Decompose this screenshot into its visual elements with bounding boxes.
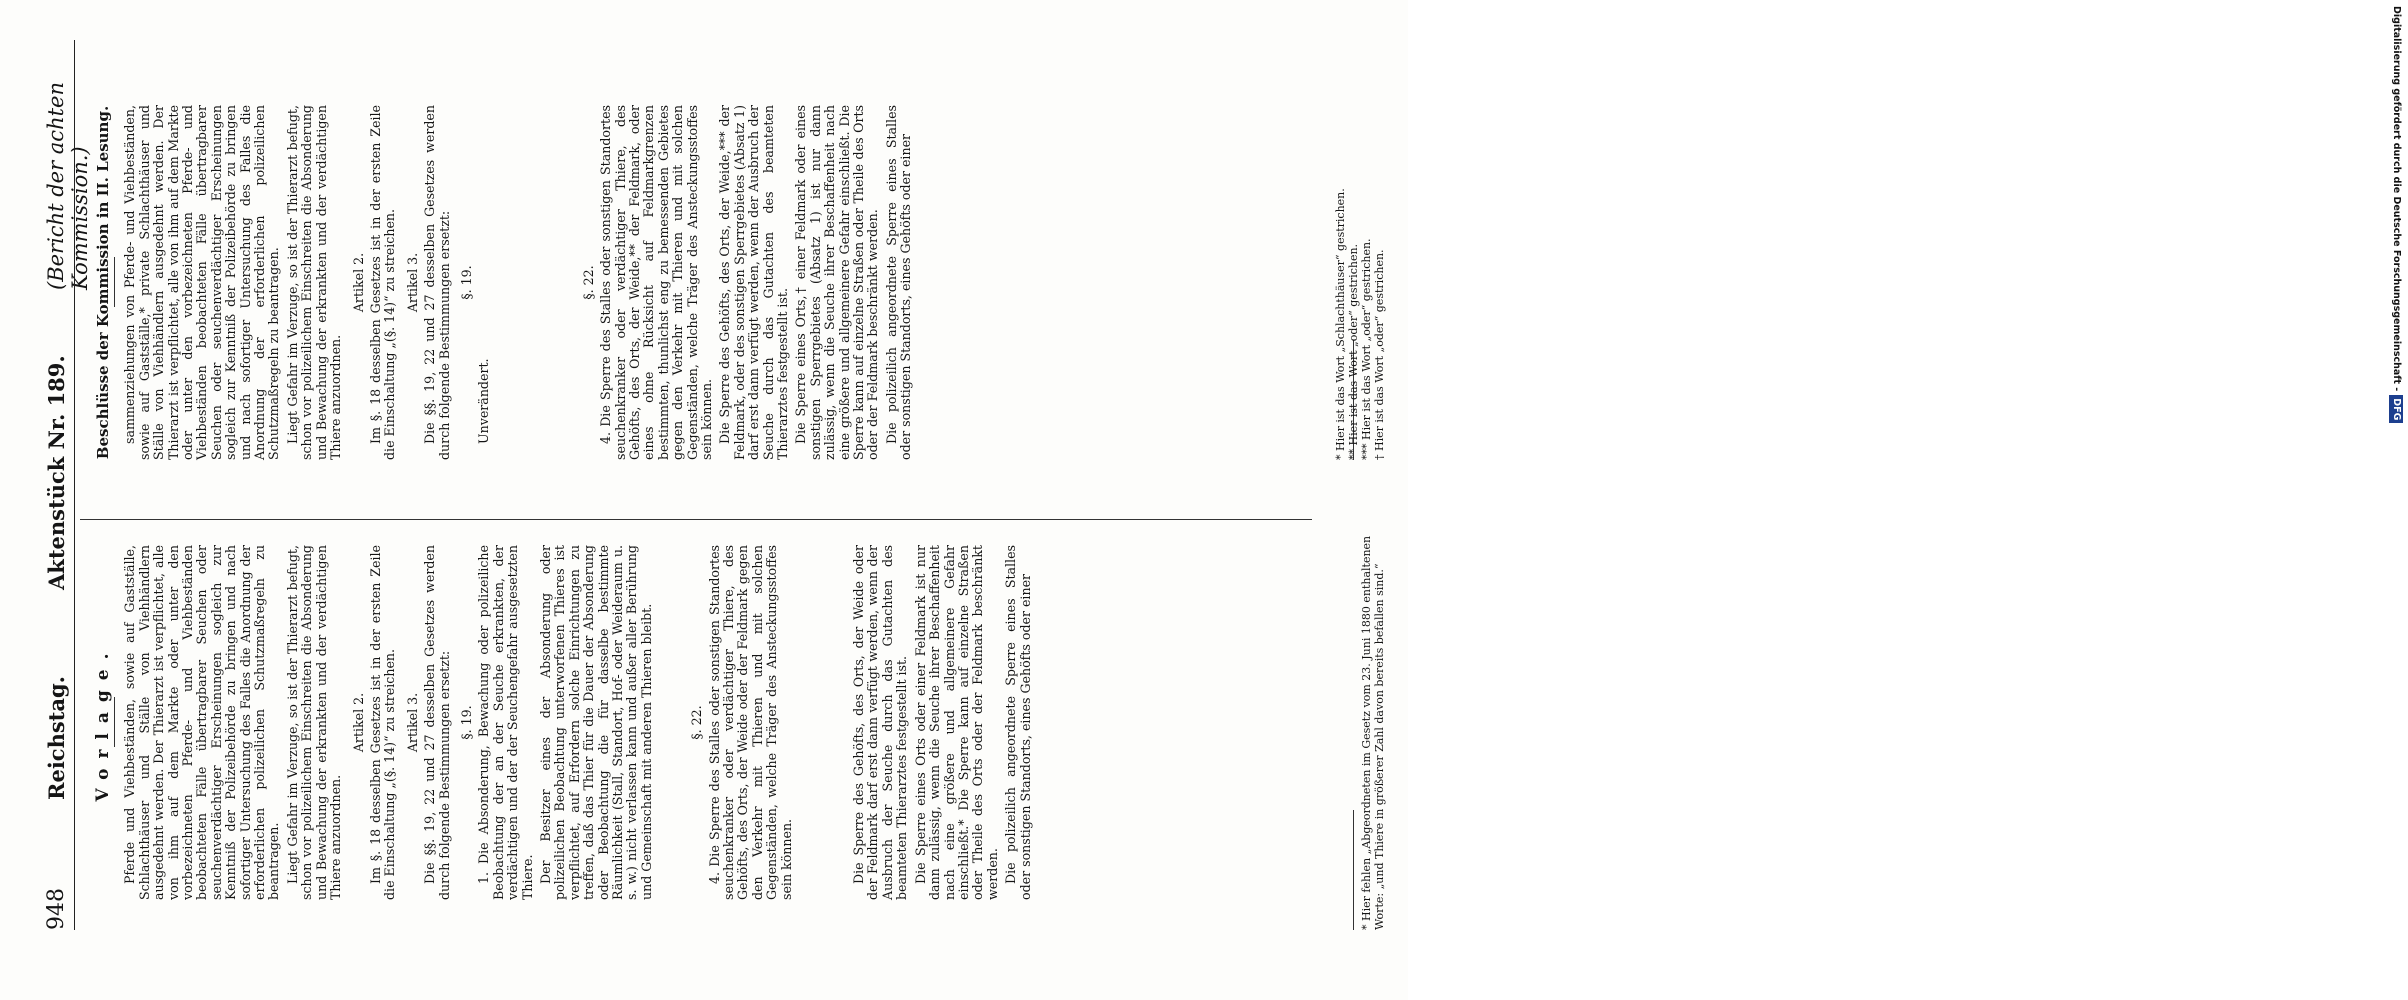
paragraph: Die polizeilich angeordnete Sperre eines Stalles oder sonstigen Standorts, eines Gehöfts oder einer — [1003, 545, 1033, 900]
paragraph: Liegt Gefahr im Verzuge, so ist der Thierarzt befugt, schon vor polizeilichem Einschreiten die Absonderung und Bewachung der erkrankten und der verdächtigen Thiere anzuordnen. — [284, 545, 344, 900]
right-column-title: Beschlüsse der Kommission in II. Lesung. — [94, 105, 112, 460]
paragraph: Die Sperre eines Orts,† einer Feldmark oder eines sonstigen Sperrgebietes (Absatz 1) ist nur dann zulässig, wenn die Seuche ihrer Beschaffenheit nach eine größere und allgemeinere Gefahr einschließt. Die Sperre kann auf einzelne Straßen oder Theile des Orts oder der Feldmark beschränkt werden. — [793, 105, 881, 460]
paragraph: Liegt Gefahr im Verzuge, so ist der Thierarzt befugt, schon vor polizeilichem Einschreiten die Absonderung und Bewachung der erkrankten und der verdächtigen Thiere anzuordnen. — [284, 105, 344, 460]
paragraph: Im §. 18 desselben Gesetzes ist in der ersten Zeile die Einschaltung „(§. 14)“ zu streichen. — [367, 545, 398, 900]
header-middle: Aktenstück Nr. 189. — [44, 355, 69, 590]
sidebar-label: Digitalisierung gefördert durch die Deutsche Forschungsgemeinschaft - — [2391, 6, 2402, 392]
section-heading: §. 19. — [458, 265, 474, 300]
title-rule — [114, 258, 115, 308]
sidebar-text — [2384, 0, 2408, 1000]
running-header — [38, 40, 92, 930]
paragraph: Die §§. 19, 22 und 27 desselben Gesetzes werden durch folgende Bestimmungen ersetzt: — [422, 545, 452, 900]
section-heading: §. 19. — [458, 705, 474, 740]
paragraph: Pferde und Viehbeständen, sowie auf Gastställe, Schlachthäuser und Ställe von Viehhändlern ausgedehnt werden. Der Thierarzt ist verpflichtet, alle von ihm auf dem Markte oder unter den vorbezeichneten Pferde- und Viehbeständen beobachteten Fälle übertragbarer Seuchen oder seuchenverdächtiger Erscheinungen sogleich zur Kenntniß der Polizeibehörde zu bringen und nach sofortiger Untersuchung des Falles die Anordnung der erforderlichen polizeilichen Schutzmaßregeln zu beantragen. — [122, 545, 282, 900]
paragraph: Im §. 18 desselben Gesetzes ist in der ersten Zeile die Einschaltung „(§. 14)“ zu streichen. — [367, 105, 398, 460]
title-rule — [114, 698, 115, 748]
left-column — [93, 545, 1312, 900]
section-heading: §. 22. — [689, 705, 705, 740]
article-heading: Artikel 2. — [350, 252, 366, 313]
footnote: ** Hier ist das Wort „oder“ gestrichen. — [1347, 243, 1360, 460]
header-left: Reichstag. — [44, 676, 69, 800]
paragraph: 4. Die Sperre des Stalles oder sonstigen Standortes seuchenkranker oder verdächtiger Thiere, des Gehöfts, des Orts, der Weide oder der Feldmark gegen den Verkehr mit Thieren und mit solchen Gegenständen, welche Träger des Ansteckungsstoffes sein können. — [706, 545, 794, 900]
footnote-rule — [1353, 810, 1354, 930]
article-heading: Artikel 3. — [404, 252, 420, 313]
page-number: 948 — [44, 888, 69, 930]
left-column-title: Vorlage. — [93, 643, 113, 802]
paragraph: Der Besitzer eines der Absonderung oder polizeilichen Beobachtung unterworfenen Thieres ist verpflichtet, auf Erfordern solche Einrichtungen zu treffen, daß das Thier für die Dauer der Absonderung oder Beobachtung die für dasselbe bestimmte Räumlichkeit (Stall, Standort, Hof- oder Weideraum u. s. w.) nicht verlassen kann und außer aller Berührung und Gemeinschaft mit anderen Thieren bleibt. — [537, 545, 654, 900]
column-divider — [80, 519, 1312, 520]
dfg-badge: DFG — [2389, 395, 2403, 423]
paragraph: 1. Die Absonderung, Bewachung oder polizeiliche Beobachtung der an der Seuche erkrankten, der verdächtigen und der der Seuchengefahr ausgesetzten Thiere. — [476, 545, 535, 900]
paragraph: Die Sperre eines Orts oder einer Feldmark ist nur dann zulässig, wenn die Seuche ihrer Beschaffenheit nach eine größere und allgemeinere Gefahr einschließt.* Die Sperre kann auf einzelne Straßen oder Theile des Orts oder der Feldmark beschränkt werden. — [912, 545, 1000, 900]
footnote: † Hier ist das Wort „oder“ gestrichen. — [1373, 249, 1386, 460]
section-heading: §. 22. — [580, 265, 596, 300]
right-column — [96, 105, 1312, 460]
footnote: * Hier ist das Wort „Schlachthäuser“ gestrichen. — [1334, 188, 1347, 460]
paragraph: Die polizeilich angeordnete Sperre eines Stalles oder sonstigen Standorts, eines Gehöfts oder einer — [883, 105, 914, 460]
paragraph: Die Sperre des Gehöfts, des Orts, der Weide oder der Feldmark darf erst dann verfügt werden, wenn der Ausbruch der Seuche durch das Gutachten des beamteten Thierarztes festgestellt ist. — [851, 545, 910, 900]
footnote: *** Hier ist das Wort „oder“ gestrichen. — [1360, 238, 1373, 460]
paragraph: 4. Die Sperre des Stalles oder sonstigen Standortes seuchenkranker oder verdächtiger Thiere, des Gehöfts, des Orts, der Weide,** der Feldmark, oder eines ohne Rücksicht auf Feldmarkgrenzen bestimmten, thunlichst eng zu bemessenden Gebietes gegen den Verkehr mit Thieren und mit solchen Gegenständen, welche Träger des Ansteckungsstoffes sein können. — [598, 105, 714, 460]
paragraph: Die Sperre des Gehöfts, des Orts, der Weide,*** der Feldmark, oder des sonstigen Sperrgebietes (Absatz 1) darf erst dann verfügt werden, wenn der Ausbruch der Seuche durch das Gutachten des beamteten Thierarztes festgestellt ist. — [717, 105, 791, 460]
paragraph: Unverändert. — [476, 358, 492, 444]
header-rule — [74, 40, 75, 930]
footnote-left: * Hier fehlen „Abgeordneten im Gesetz vom 23. Juni 1880 enthaltenen Worte: „und Thiere in größerer Zahl davon bereits befallen sind.“ — [1360, 535, 1386, 930]
article-heading: Artikel 3. — [404, 692, 420, 753]
paragraph: sammenziehungen von Pferde- und Viehbeständen, sowie auf Gastställe,* private Schlachthäuser und Ställe von Viehhändlern ausgedehnt werden. Der Thierarzt ist verpflichtet, alle von ihm auf dem Markte oder unter den vorbezeichneten Pferde- und Viehbeständen beobachteten Fälle übertragbarer Seuchen oder seuchenverdächtiger Erscheinungen sogleich zur Kenntniß der Polizeibehörde zu bringen und nach sofortiger Untersuchung des Falles die Anordnung der erforderlichen polizeilichen Schutzmaßregeln zu beantragen. — [122, 105, 282, 460]
footnotes-right — [1334, 60, 1386, 460]
digitization-sidebar — [1408, 0, 2402, 1000]
header-right: (Bericht der achten Kommission.) — [44, 82, 92, 290]
article-heading: Artikel 2. — [350, 692, 366, 753]
paragraph: Die §§. 19, 22 und 27 desselben Gesetzes werden durch folgende Bestimmungen ersetzt: — [422, 105, 452, 460]
